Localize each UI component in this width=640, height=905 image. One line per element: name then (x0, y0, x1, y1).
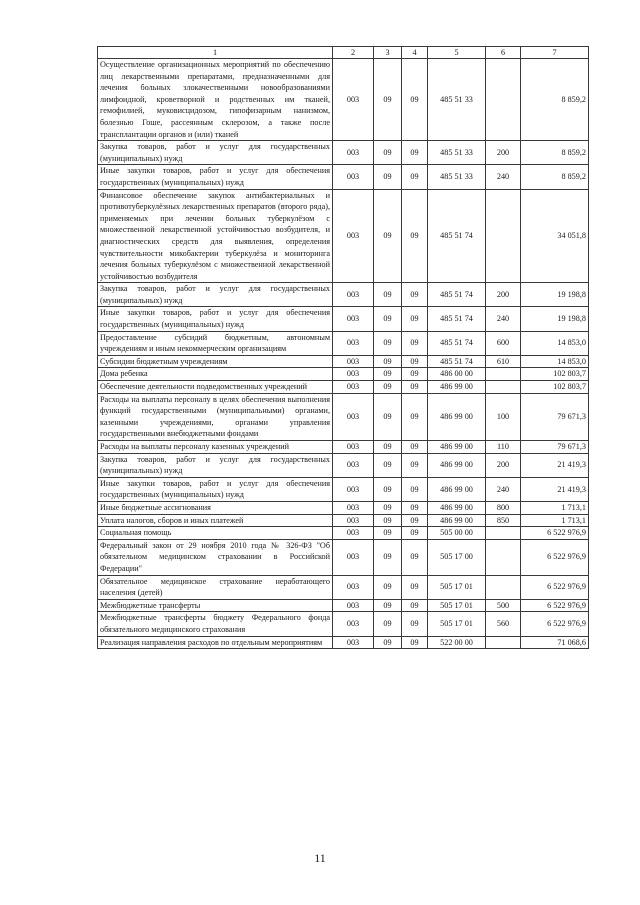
section-code: 09 (374, 575, 402, 599)
section-code: 09 (374, 283, 402, 307)
amount: 21 419,3 (521, 477, 589, 501)
amount: 6 522 976,9 (521, 599, 589, 612)
target-article-code: 522 00 00 (428, 636, 486, 649)
amount: 102 803,7 (521, 368, 589, 381)
subsection-code: 09 (402, 539, 428, 575)
amount: 34 051,8 (521, 189, 589, 283)
page-number: 11 (314, 851, 326, 865)
table-row (98, 539, 589, 575)
table-body (98, 59, 589, 649)
table-row (98, 283, 589, 307)
expense-type-code: 850 (486, 514, 521, 527)
subsection-code: 09 (402, 441, 428, 454)
target-article-code: 505 17 01 (428, 612, 486, 636)
column-header: 1 (98, 47, 333, 59)
row-description: Уплата налогов, сборов и иных платежей (98, 514, 333, 527)
section-code: 09 (374, 612, 402, 636)
row-description: Реализация направления расходов по отдельным мероприятиям (98, 636, 333, 649)
expense-type-code: 110 (486, 441, 521, 454)
section-code: 09 (374, 539, 402, 575)
amount: 1 713,1 (521, 514, 589, 527)
amount: 19 198,8 (521, 283, 589, 307)
amount: 21 419,3 (521, 453, 589, 477)
section-code: 09 (374, 59, 402, 141)
table-row (98, 141, 589, 165)
subsection-code: 09 (402, 59, 428, 141)
row-description: Расходы на выплаты персоналу казенных учреждений (98, 441, 333, 454)
table-row (98, 59, 589, 141)
ministry-code: 003 (333, 141, 374, 165)
expense-type-code (486, 59, 521, 141)
row-description: Закупка товаров, работ и услуг для государственных (муниципальных) нужд (98, 283, 333, 307)
subsection-code: 09 (402, 165, 428, 189)
table-row (98, 612, 589, 636)
subsection-code: 09 (402, 141, 428, 165)
amount: 14 853,0 (521, 355, 589, 368)
expense-type-code: 500 (486, 599, 521, 612)
amount: 79 671,3 (521, 393, 589, 440)
subsection-code: 09 (402, 381, 428, 394)
row-description: Социальная помощь (98, 527, 333, 540)
table-row (98, 514, 589, 527)
column-header: 2 (333, 47, 374, 59)
section-code: 09 (374, 189, 402, 283)
section-code: 09 (374, 527, 402, 540)
expense-type-code: 560 (486, 612, 521, 636)
row-description: Финансовое обеспечение закупок антибактериальных и противотуберкулёзных лекарственных препаратов (второго ряда), применяемых при лечении больных туберкулёзом с множественной лекарственной устойчивостью возбудителя, и диагностических средств для выявления, определения чувствительности микобактерии туберкулёза и мониторинга лечения больных туберкулёзом с множественной лекарственной устойчивостью возбудителя (98, 189, 333, 283)
row-description: Обеспечение деятельности подведомственных учреждений (98, 381, 333, 394)
target-article-code: 485 51 74 (428, 355, 486, 368)
table-row (98, 441, 589, 454)
ministry-code: 003 (333, 612, 374, 636)
subsection-code: 09 (402, 283, 428, 307)
row-description: Иные закупки товаров, работ и услуг для обеспечения государственных (муниципальных) нужд (98, 165, 333, 189)
target-article-code: 505 00 00 (428, 527, 486, 540)
ministry-code: 003 (333, 514, 374, 527)
subsection-code: 09 (402, 393, 428, 440)
ministry-code: 003 (333, 393, 374, 440)
table-row (98, 393, 589, 440)
expense-type-code: 100 (486, 393, 521, 440)
target-article-code: 486 99 00 (428, 441, 486, 454)
expense-type-code: 200 (486, 141, 521, 165)
expense-type-code: 240 (486, 307, 521, 331)
ministry-code: 003 (333, 331, 374, 355)
amount: 14 853,0 (521, 331, 589, 355)
subsection-code: 09 (402, 599, 428, 612)
subsection-code: 09 (402, 527, 428, 540)
row-description: Предоставление субсидий бюджетным, автономным учреждениям и иным некоммерческим организациям (98, 331, 333, 355)
row-description: Иные бюджетные ассигнования (98, 501, 333, 514)
section-code: 09 (374, 307, 402, 331)
column-header: 7 (521, 47, 589, 59)
amount: 102 803,7 (521, 381, 589, 394)
ministry-code: 003 (333, 381, 374, 394)
target-article-code: 486 99 00 (428, 393, 486, 440)
expense-type-code (486, 527, 521, 540)
target-article-code: 486 99 00 (428, 453, 486, 477)
expense-type-code (486, 368, 521, 381)
amount: 6 522 976,9 (521, 575, 589, 599)
ministry-code: 003 (333, 527, 374, 540)
expense-type-code (486, 575, 521, 599)
row-description: Обязательное медицинское страхование неработающего населения (детей) (98, 575, 333, 599)
ministry-code: 003 (333, 453, 374, 477)
table-row (98, 477, 589, 501)
budget-table (97, 46, 589, 649)
section-code: 09 (374, 393, 402, 440)
amount: 8 859,2 (521, 141, 589, 165)
section-code: 09 (374, 453, 402, 477)
table-row (98, 189, 589, 283)
expense-type-code: 610 (486, 355, 521, 368)
table-row (98, 575, 589, 599)
amount: 1 713,1 (521, 501, 589, 514)
section-code: 09 (374, 514, 402, 527)
ministry-code: 003 (333, 307, 374, 331)
expense-type-code: 240 (486, 165, 521, 189)
subsection-code: 09 (402, 477, 428, 501)
section-code: 09 (374, 141, 402, 165)
ministry-code: 003 (333, 189, 374, 283)
subsection-code: 09 (402, 636, 428, 649)
target-article-code: 486 99 00 (428, 514, 486, 527)
subsection-code: 09 (402, 331, 428, 355)
target-article-code: 485 51 74 (428, 189, 486, 283)
target-article-code: 485 51 33 (428, 59, 486, 141)
row-description: Межбюджетные трансферты (98, 599, 333, 612)
ministry-code: 003 (333, 283, 374, 307)
section-code: 09 (374, 501, 402, 514)
target-article-code: 485 51 74 (428, 283, 486, 307)
expense-type-code (486, 189, 521, 283)
expense-type-code: 600 (486, 331, 521, 355)
row-description: Федеральный закон от 29 ноября 2010 года № 326-ФЗ "Об обязательном медицинском страховании в Российской Федерации" (98, 539, 333, 575)
table-row (98, 381, 589, 394)
target-article-code: 486 99 00 (428, 381, 486, 394)
expense-type-code: 240 (486, 477, 521, 501)
subsection-code: 09 (402, 453, 428, 477)
amount: 6 522 976,9 (521, 539, 589, 575)
table-row (98, 331, 589, 355)
table-row (98, 355, 589, 368)
subsection-code: 09 (402, 307, 428, 331)
target-article-code: 485 51 74 (428, 307, 486, 331)
section-code: 09 (374, 441, 402, 454)
target-article-code: 486 99 00 (428, 477, 486, 501)
section-code: 09 (374, 165, 402, 189)
subsection-code: 09 (402, 612, 428, 636)
section-code: 09 (374, 477, 402, 501)
row-description: Межбюджетные трансферты бюджету Федерального фонда обязательного медицинского страхования (98, 612, 333, 636)
ministry-code: 003 (333, 539, 374, 575)
table-row (98, 165, 589, 189)
section-code: 09 (374, 599, 402, 612)
subsection-code: 09 (402, 368, 428, 381)
ministry-code: 003 (333, 165, 374, 189)
amount: 71 068,6 (521, 636, 589, 649)
expense-type-code: 200 (486, 283, 521, 307)
table-row (98, 527, 589, 540)
section-code: 09 (374, 381, 402, 394)
row-description: Дома ребенка (98, 368, 333, 381)
section-code: 09 (374, 331, 402, 355)
target-article-code: 505 17 01 (428, 575, 486, 599)
amount: 8 859,2 (521, 165, 589, 189)
amount: 19 198,8 (521, 307, 589, 331)
subsection-code: 09 (402, 514, 428, 527)
column-header: 4 (402, 47, 428, 59)
table-row (98, 368, 589, 381)
table-row (98, 501, 589, 514)
row-description: Иные закупки товаров, работ и услуг для обеспечения государственных (муниципальных) нужд (98, 307, 333, 331)
table-header-row (98, 47, 589, 59)
amount: 79 671,3 (521, 441, 589, 454)
target-article-code: 505 17 00 (428, 539, 486, 575)
table-row (98, 307, 589, 331)
target-article-code: 485 51 33 (428, 165, 486, 189)
ministry-code: 003 (333, 477, 374, 501)
section-code: 09 (374, 636, 402, 649)
subsection-code: 09 (402, 189, 428, 283)
ministry-code: 003 (333, 355, 374, 368)
expense-type-code: 200 (486, 453, 521, 477)
row-description: Закупка товаров, работ и услуг для государственных (муниципальных) нужд (98, 453, 333, 477)
amount: 6 522 976,9 (521, 527, 589, 540)
expense-type-code (486, 381, 521, 394)
ministry-code: 003 (333, 599, 374, 612)
section-code: 09 (374, 355, 402, 368)
target-article-code: 505 17 01 (428, 599, 486, 612)
ministry-code: 003 (333, 368, 374, 381)
ministry-code: 003 (333, 441, 374, 454)
ministry-code: 003 (333, 59, 374, 141)
section-code: 09 (374, 368, 402, 381)
ministry-code: 003 (333, 501, 374, 514)
column-header: 6 (486, 47, 521, 59)
subsection-code: 09 (402, 575, 428, 599)
expense-type-code (486, 539, 521, 575)
subsection-code: 09 (402, 501, 428, 514)
target-article-code: 486 99 00 (428, 501, 486, 514)
table-row (98, 599, 589, 612)
table-row (98, 453, 589, 477)
table-row (98, 636, 589, 649)
ministry-code: 003 (333, 636, 374, 649)
row-description: Иные закупки товаров, работ и услуг для обеспечения государственных (муниципальных) нужд (98, 477, 333, 501)
expense-type-code: 800 (486, 501, 521, 514)
target-article-code: 486 00 00 (428, 368, 486, 381)
column-header: 5 (428, 47, 486, 59)
row-description: Расходы на выплаты персоналу в целях обеспечения выполнения функций государственными (муниципальными) органами, казенными учреждениями, органами управления государственными внебюджетными фондами (98, 393, 333, 440)
amount: 6 522 976,9 (521, 612, 589, 636)
target-article-code: 485 51 74 (428, 331, 486, 355)
expense-type-code (486, 636, 521, 649)
row-description: Закупка товаров, работ и услуг для государственных (муниципальных) нужд (98, 141, 333, 165)
amount: 8 859,2 (521, 59, 589, 141)
ministry-code: 003 (333, 575, 374, 599)
target-article-code: 485 51 33 (428, 141, 486, 165)
row-description: Субсидии бюджетным учреждениям (98, 355, 333, 368)
subsection-code: 09 (402, 355, 428, 368)
column-header: 3 (374, 47, 402, 59)
row-description: Осуществление организационных мероприятий по обеспечению лиц лекарственными препаратами, предназначенными для лечения больных злокачественными новообразованиями лимфоидной, кроветворной и родственных им тканей, гемофилией, муковисцидозом, гипофизарным нанизмом, болезнью Гоше, рассеянным склерозом, а также после трансплантации органов и (или) тканей (98, 59, 333, 141)
